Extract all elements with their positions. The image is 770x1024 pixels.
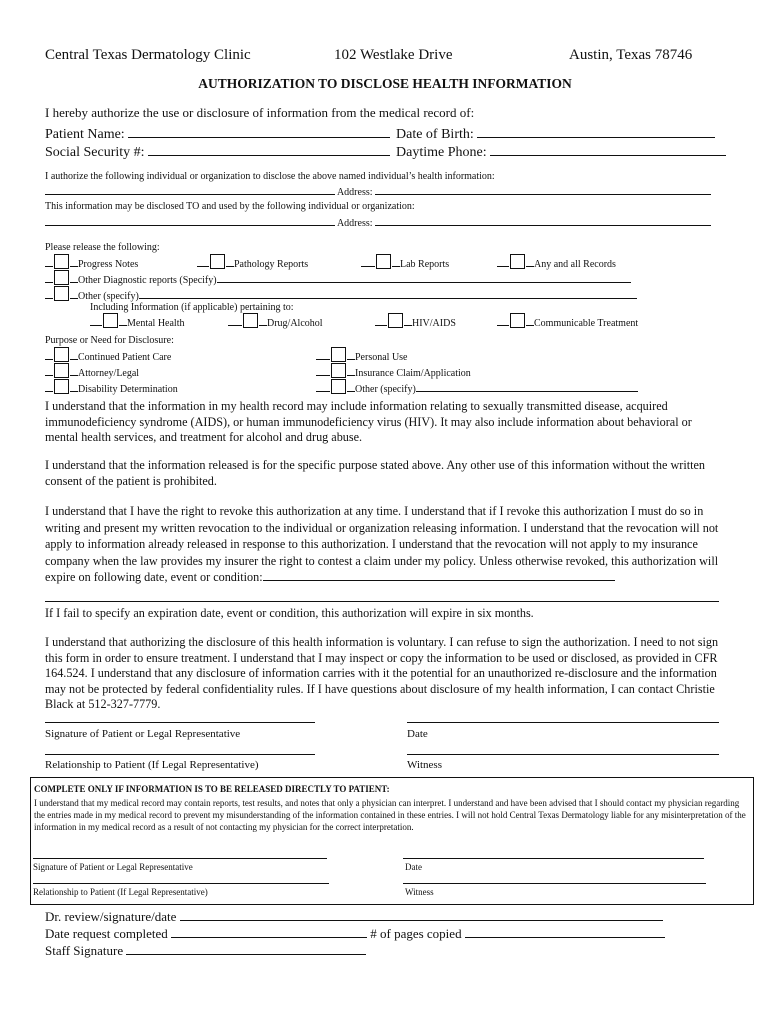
lab-reports-checkbox[interactable] — [376, 254, 391, 269]
incl-mental — [90, 313, 184, 329]
from-address-label: Address: — [336, 187, 373, 198]
other-checkbox[interactable] — [54, 286, 69, 301]
purpose-disability — [45, 379, 178, 395]
drug-alcohol-label: Drug/Alcohol — [267, 318, 323, 329]
lab-reports-label: Lab Reports — [400, 259, 450, 270]
box-text: I understand that my medical record may contain reports, test results, and notes that only a physician can interpret. I understand and have been advised that I should contact my physician regarding the entries made in my medical record to prevent my misunderstanding of the information contained in these entries. I will not hold Central Texas Dermatology liable for any misinterpretation of the information in my medical record as a result of not contacting my physician for the correct interpretation. — [34, 798, 746, 832]
revoke-text: I understand that I have the right to revoke this authorization at any time. I understand that if I revoke this authorization I must do so in writing and present my written revocation to the individual or organization releasing information. I understand that the revocation will not apply to information already released in response to this authorization. I understand that the revocation will not apply to my insurance company when the law provides my insurer the right to contest a claim under my policy. Unless otherwise revoked, this authorization will expire on following date, event or condition: — [45, 504, 719, 585]
disclose-to-text: This information may be disclosed TO and used by the following individual or organization: — [45, 201, 415, 212]
release-progress — [45, 254, 138, 270]
date-completed-field[interactable] — [171, 927, 367, 938]
to-address-label: Address: — [336, 218, 373, 229]
form-title: AUTHORIZATION TO DISCLOSE HEALTH INFORMATION — [198, 76, 572, 91]
disability-checkbox[interactable] — [54, 379, 69, 394]
box-date-label: Date — [405, 862, 422, 872]
release-other-diag — [45, 270, 631, 286]
purpose-insurance — [316, 363, 471, 379]
date-completed-label: Date request completed — [45, 926, 168, 941]
insurance-checkbox[interactable] — [331, 363, 346, 378]
to-org-row — [45, 215, 711, 229]
continued-care-label: Continued Patient Care — [78, 352, 172, 363]
signature-line[interactable] — [45, 722, 315, 723]
paragraph-voluntary: I understand that authorizing the disclosure of this health information is voluntary. I can refuse to sign the authorization. I need to not sign this form in order to ensure treatment. I understand that I may inspect or copy the information to be used or disclosed, as provided in CFR 164.524. I understand that any disclosure of information carries with it the potential for an unauthorized re-disclosure and the information may not be protected by federal confidentiality rules. If I have questions about disclosure of my health information, I can contact Christie Black at 512-327-7779. — [45, 635, 719, 711]
other-label: Other (specify) — [78, 291, 139, 302]
date-line[interactable] — [407, 722, 719, 723]
other-diagnostic-label: Other Diagnostic reports (Specify) — [78, 275, 217, 286]
attorney-label: Attorney/Legal — [78, 368, 140, 379]
purpose-heading: Purpose or Need for Disclosure: — [45, 335, 174, 346]
phone-label: Daytime Phone: — [396, 145, 487, 160]
all-records-checkbox[interactable] — [510, 254, 525, 269]
personal-use-label: Personal Use — [355, 352, 408, 363]
dr-review-row — [45, 909, 663, 925]
pathology-label: Pathology Reports — [234, 259, 309, 270]
personal-use-checkbox[interactable] — [331, 347, 346, 362]
to-address-field[interactable] — [375, 215, 711, 226]
purpose-other — [316, 379, 638, 395]
paragraph-specific-purpose: I understand that the information released is for the specific purpose stated above. Any other use of this information without the written consent of the patient is prohibited. — [45, 458, 705, 488]
hiv-aids-label: HIV/AIDS — [412, 318, 456, 329]
mental-health-label: Mental Health — [127, 318, 185, 329]
pathology-checkbox[interactable] — [210, 254, 225, 269]
pages-copied-label: # of pages copied — [370, 926, 462, 941]
disability-label: Disability Determination — [78, 384, 178, 395]
phone-field[interactable] — [490, 145, 726, 156]
intro-text: I hereby authorize the use or disclosure of information from the medical record of: — [45, 105, 475, 120]
dob-row — [396, 127, 715, 143]
ssn-field[interactable] — [148, 145, 390, 156]
box-date-line[interactable] — [403, 858, 704, 859]
from-address-field[interactable] — [375, 184, 711, 195]
signature-label: Signature of Patient or Legal Representative — [45, 728, 241, 740]
date-label: Date — [407, 728, 428, 740]
other-diagnostic-field[interactable] — [217, 272, 631, 283]
patient-name-label: Patient Name: — [45, 127, 125, 142]
progress-notes-checkbox[interactable] — [54, 254, 69, 269]
release-lab — [361, 254, 449, 270]
staff-signature-field[interactable] — [126, 944, 366, 955]
purpose-other-field[interactable] — [416, 381, 638, 392]
release-pathology — [197, 254, 308, 270]
release-other — [45, 286, 637, 302]
incl-hiv — [375, 313, 456, 329]
phone-row — [396, 145, 726, 161]
mental-health-checkbox[interactable] — [103, 313, 118, 328]
paragraph-six-months: If I fail to specify an expiration date, event or condition, this authorization will expire in six months. — [45, 606, 534, 620]
dr-review-label: Dr. review/signature/date — [45, 909, 177, 924]
purpose-other-checkbox[interactable] — [331, 379, 346, 394]
to-org-field[interactable] — [45, 215, 335, 226]
dob-label: Date of Birth: — [396, 127, 474, 142]
clinic-address: 102 Westlake Drive — [334, 47, 453, 63]
relationship-line[interactable] — [45, 754, 315, 755]
expiration-field[interactable] — [263, 570, 615, 581]
relationship-label: Relationship to Patient (If Legal Representative) — [45, 759, 259, 771]
box-witness-label: Witness — [405, 887, 434, 897]
ssn-label: Social Security #: — [45, 145, 145, 160]
other-field[interactable] — [139, 288, 637, 299]
authorize-from-text: I authorize the following individual or organization to disclose the above named individual’s health information: — [45, 171, 495, 182]
box-relationship-line[interactable] — [33, 883, 329, 884]
patient-name-field[interactable] — [128, 127, 390, 138]
witness-label: Witness — [407, 759, 442, 771]
hiv-aids-checkbox[interactable] — [388, 313, 403, 328]
other-diagnostic-checkbox[interactable] — [54, 270, 69, 285]
staff-signature-label: Staff Signature — [45, 943, 124, 958]
box-relationship-label: Relationship to Patient (If Legal Representative) — [33, 887, 208, 897]
drug-alcohol-checkbox[interactable] — [243, 313, 258, 328]
patient-name-row — [45, 127, 390, 143]
date-completed-row — [45, 926, 665, 942]
expiration-field-line2[interactable] — [45, 601, 719, 602]
staff-signature-row — [45, 943, 366, 959]
purpose-personal — [316, 347, 408, 363]
clinic-name: Central Texas Dermatology Clinic — [45, 47, 251, 63]
insurance-label: Insurance Claim/Application — [355, 368, 471, 379]
communicable-label: Communicable Treatment — [534, 318, 639, 329]
progress-notes-label: Progress Notes — [78, 259, 139, 270]
paragraph-revoke — [45, 503, 725, 586]
box-heading: COMPLETE ONLY IF INFORMATION IS TO BE RELEASED DIRECTLY TO PATIENT: — [34, 784, 390, 794]
purpose-continued — [45, 347, 171, 363]
purpose-attorney — [45, 363, 139, 379]
from-org-field[interactable] — [45, 184, 335, 195]
attorney-checkbox[interactable] — [54, 363, 69, 378]
communicable-checkbox[interactable] — [510, 313, 525, 328]
dr-review-field[interactable] — [180, 910, 663, 921]
release-heading: Please release the following: — [45, 242, 160, 253]
ssn-row — [45, 145, 390, 161]
pages-copied-field[interactable] — [465, 927, 665, 938]
release-all — [497, 254, 616, 270]
witness-line[interactable] — [407, 754, 719, 755]
box-signature-line[interactable] — [33, 858, 327, 859]
dob-field[interactable] — [477, 127, 715, 138]
incl-communicable — [497, 313, 638, 329]
continued-care-checkbox[interactable] — [54, 347, 69, 362]
incl-drug — [228, 313, 323, 329]
purpose-other-label: Other (specify) — [355, 384, 416, 395]
box-witness-line[interactable] — [403, 883, 706, 884]
including-heading: Including Information (if applicable) pertaining to: — [90, 302, 294, 313]
box-signature-label: Signature of Patient or Legal Representative — [33, 862, 193, 872]
all-records-label: Any and all Records — [534, 259, 616, 270]
from-org-row — [45, 184, 711, 198]
clinic-city: Austin, Texas 78746 — [569, 47, 693, 63]
paragraph-sensitive-info: I understand that the information in my health record may include information relating to sexually transmitted disease, acquired immunodeficiency syndrome (AIDS), or human immunodeficiency virus (HIV). It may also include information about behavioral or mental health services, and treatment for alcohol and drug abuse. — [45, 399, 692, 444]
